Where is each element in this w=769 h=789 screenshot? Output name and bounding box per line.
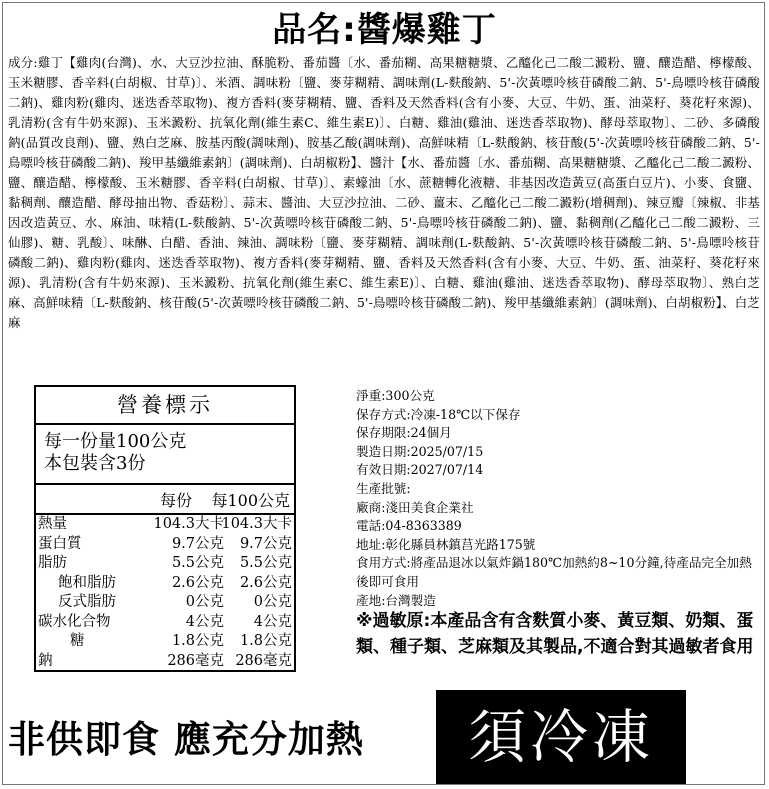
column-per-100g: 每100公克 — [211, 491, 290, 510]
address: 地址:彰化縣員林鎮莒光路175號 — [356, 536, 536, 552]
allergen-warning: ※過敏原:本產品含有含麩質小麥、黃豆類、奶類、蛋類、種子類、芝麻類及其製品,不適合對其過敏者食用 — [356, 611, 754, 657]
nutrient-per-100g: 2.6公克 — [239, 574, 292, 591]
lot-number: 生產批號: — [356, 480, 411, 496]
nutrient-per-serving: 286毫克 — [167, 652, 224, 669]
expiry-date: 有效日期:2027/07/14 — [356, 462, 484, 478]
nutrient-name: 反式脂肪 — [58, 594, 116, 610]
nutrient-name: 碳水化合物 — [38, 613, 111, 630]
origin: 產地:台灣製造 — [356, 592, 436, 608]
nutrient-per-serving: 9.7公克 — [171, 535, 224, 552]
nutrition-row — [36, 593, 294, 613]
shelf-life: 保存期限:24個月 — [356, 425, 452, 441]
nutrition-rows — [36, 515, 294, 671]
nutrient-per-100g: 104.3大卡 — [221, 516, 292, 532]
nutrition-row — [36, 652, 294, 672]
nutrient-per-serving: 104.3大卡 — [153, 516, 224, 532]
nutrient-per-100g: 5.5公克 — [239, 555, 292, 571]
heating-warning: 非供即食 應充分加熱 — [8, 718, 364, 761]
nutrition-row — [36, 554, 294, 574]
nutrient-name: 鈉 — [38, 652, 53, 669]
product-title: 品名:醬爆雞丁 — [272, 10, 497, 50]
nutrient-per-serving: 1.8公克 — [171, 633, 224, 649]
product-info — [356, 387, 762, 610]
servings-per-pack: 本包裝含3份 — [44, 453, 146, 474]
nutrient-per-100g: 0公克 — [253, 594, 292, 610]
column-per-serving: 每份 — [159, 491, 192, 510]
nutrient-per-100g: 1.8公克 — [239, 633, 292, 649]
phone: 電話:04-8363389 — [356, 518, 462, 534]
nutrient-per-serving: 2.6公克 — [171, 574, 224, 591]
nutrient-per-serving: 4公克 — [185, 613, 224, 630]
nutrition-column-header — [36, 485, 294, 515]
nutrition-row — [36, 535, 294, 555]
nutrition-row — [36, 515, 294, 535]
manufacturer: 廠商:淺田美食企業社 — [356, 499, 474, 515]
frozen-badge: 須冷凍 — [436, 690, 686, 784]
usage-method: 食用方式:將產品退冰以氣炸鍋180℃加熱約8~10分鐘,待產品完全加熱後即可食用 — [356, 555, 752, 589]
nutrient-name: 糖 — [70, 633, 85, 649]
nutrient-name: 蛋白質 — [38, 535, 82, 552]
nutrition-title: 營養標示 — [36, 387, 294, 425]
nutrition-row — [36, 613, 294, 633]
nutrient-per-serving: 0公克 — [185, 594, 224, 610]
nutrient-name: 熱量 — [38, 516, 67, 532]
nutrient-per-100g: 9.7公克 — [239, 535, 292, 552]
nutrient-per-100g: 286毫克 — [235, 652, 292, 669]
ingredients-text: 成分:雞丁【雞肉(台灣)、水、大豆沙拉油、酥脆粉、番茄醬〔水、番茄糊、高果糖糖漿、乙醯化己二酸二澱粉、鹽、釀造醋、檸檬酸、玉米糖膠、香辛料(白胡椒、甘草)〕、米酒、調味粉〔鹽、麥芽糊精、調味劑(L-麩酸鈉、5'-次黃嘌呤核苷磷酸二鈉、5'-鳥嘌呤核苷磷酸二鈉)、雞肉粉(雞肉、迷迭香萃取物)、複方香料(麥芽糊精、鹽、香料及天然香料(含有小麥、大豆、牛奶、蛋、油菜籽、葵花籽來源)、乳清粉(含有牛奶來源)、玉米澱粉、抗氧化劑(維生素C、維生素E)〕、白糖、雞油(雞油、迷迭香萃取物)、酵母萃取物〕、二砂、多磷酸鈉(品質改良劑)、鹽、熟白芝麻、胺基丙酸(調味劑)、胺基乙酸(調味劑)、高鮮味精〔L-麩酸鈉、核苷酸(5'-次黃嘌呤核苷磷酸二鈉、5'-鳥嘌呤核苷磷酸二鈉)、羧甲基纖維素鈉〕(調味劑)、白胡椒粉】、醬汁【水、番茄醬〔水、番茄糊、高果糖糖漿、乙醯化己二酸二澱粉、鹽、釀造醋、檸檬酸、玉米糖膠、香辛料(白胡椒、甘草)〕、素蠔油〔水、蔗糖轉化液糖、非基因改造黃豆(高蛋白豆片)、小麥、食鹽、黏稠劑、釀造醋、酵母抽出物、香菇粉〕、蒜末、醬油、大豆沙拉油、二砂、薑末、乙醯化己二酸二澱粉(增稠劑)、辣豆瓣〔辣椒、非基因改造黃豆、水、麻油、味精(L-麩酸鈉、5'-次黃嘌呤核苷磷酸二鈉、5'-鳥嘌呤核苷磷酸二鈉)、鹽、黏稠劑(乙醯化己二酸二澱粉、三仙膠)、糖、乳酸〕、味醂、白醋、香油、辣油、調味粉〔鹽、麥芽糊精、調味劑(L-麩酸鈉、5'-次黃嘌呤核苷磷酸二鈉、5'-鳥嘌呤核苷磷酸二鈉)、雞肉粉(雞肉、迷迭香萃取物)、複方香料(麥芽糊精、鹽、香料及天然香料(含有小麥、大豆、牛奶、蛋、油菜籽、葵花籽來源)、乳清粉(含有牛奶來源)、玉米澱粉、抗氧化劑(維生素C、維生素E)〕、白糖、雞油(雞油、迷迭香萃取物)、酵母萃取物〕、熟白芝麻、高鮮味精〔L-麩酸鈉、核苷酸(5'-次黃嘌呤核苷磷酸二鈉、5'-鳥嘌呤核苷磷酸二鈉)、羧甲基纖維素鈉〕(調味劑)、白胡椒粉】、白芝麻 — [8, 55, 760, 330]
nutrition-row — [36, 574, 294, 594]
nutrient-per-serving: 5.5公克 — [171, 555, 224, 571]
net-weight: 淨重:300公克 — [356, 388, 435, 403]
serving-size: 每一份量100公克 — [44, 431, 187, 452]
nutrition-facts-table — [34, 385, 296, 672]
nutrient-name: 脂肪 — [38, 555, 67, 571]
nutrition-row — [36, 632, 294, 652]
manufacture-date: 製造日期:2025/07/15 — [356, 443, 484, 459]
storage-method: 保存方式:冷凍-18℃以下保存 — [356, 406, 521, 422]
nutrient-per-100g: 4公克 — [253, 613, 292, 630]
nutrition-serving-info — [36, 425, 294, 485]
nutrient-name: 飽和脂肪 — [58, 574, 116, 591]
